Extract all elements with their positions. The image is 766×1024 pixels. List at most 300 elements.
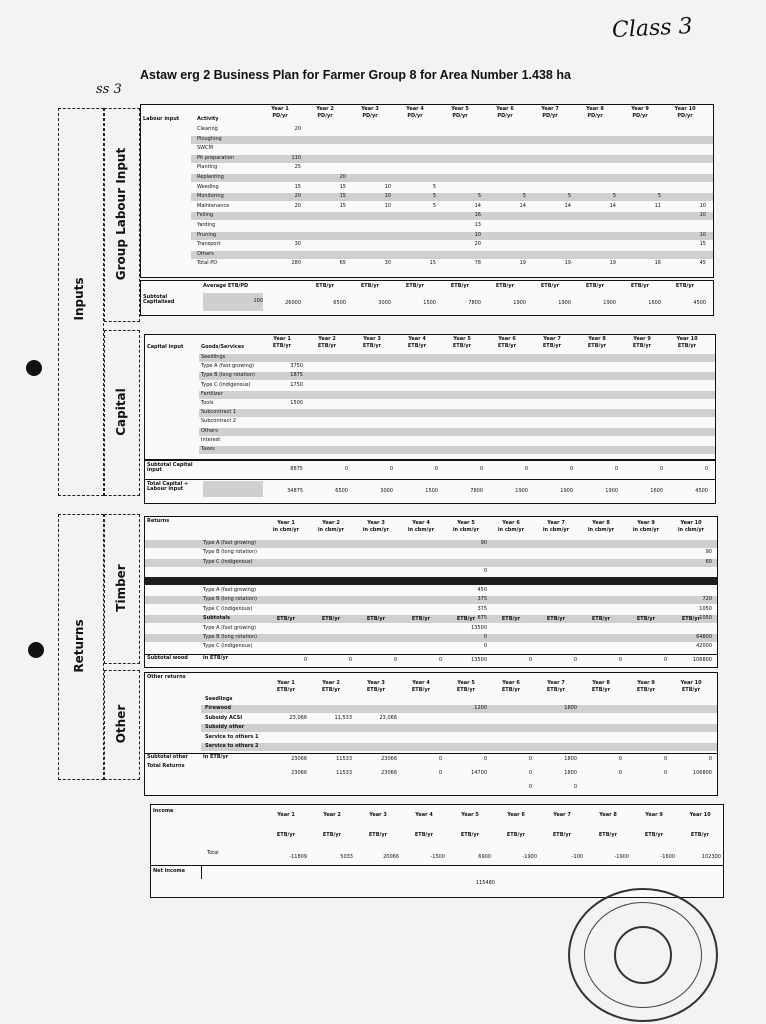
timber-cell: 64800 bbox=[696, 634, 712, 640]
labour-activity-label: Maintenance bbox=[197, 202, 230, 209]
page-fold-line bbox=[0, 0, 139, 31]
labour-year-header: Year 4 bbox=[406, 106, 424, 112]
capital-goods-label: Subcontract 1 bbox=[201, 409, 237, 416]
labour-cell: 65 bbox=[339, 260, 346, 267]
labour-cell: 5 bbox=[657, 193, 661, 200]
labour-subtotal-cell: 1600 bbox=[648, 300, 661, 306]
timber-subtotal-label: Subtotal wood bbox=[147, 655, 188, 661]
labour-cell: 15 bbox=[294, 183, 301, 190]
income-year-header: Year 8 bbox=[599, 812, 617, 818]
capital-year-header: Year 2 bbox=[318, 336, 336, 342]
punch-hole-top bbox=[26, 360, 42, 376]
other-year-header: Year 8 bbox=[592, 680, 610, 686]
other-subtotal-cell: 23066 bbox=[381, 756, 397, 762]
timber-unit-header: in cbm/yr bbox=[632, 527, 660, 533]
timber-unit-header: in cbm/yr bbox=[317, 527, 345, 533]
labour-cell: 5 bbox=[612, 193, 616, 200]
net-income-value: 115480 bbox=[475, 880, 495, 886]
labour-section-label: Labour input bbox=[143, 116, 180, 122]
other-subtotal-cell: 0 bbox=[438, 756, 442, 762]
labour-activity-label: Ploughing bbox=[197, 135, 222, 142]
other-subtotal-cell: 0 bbox=[528, 756, 532, 762]
capital-unit-header: ETB/yr bbox=[677, 343, 697, 349]
labour-cell: 20 bbox=[294, 193, 301, 200]
timber-cell: 450 bbox=[477, 587, 487, 593]
timber-cell: 42000 bbox=[696, 643, 712, 650]
timber-etb-unit: ETB/yr bbox=[366, 616, 386, 622]
capital-section-label: Capital input bbox=[147, 344, 184, 350]
timber-subtotal-cell: 0 bbox=[303, 657, 307, 663]
capital-total-cell: 6500 bbox=[335, 488, 348, 494]
labour-subtotal-cell: 4500 bbox=[693, 300, 706, 306]
timber-cell: 375 bbox=[477, 605, 487, 612]
capital-total-cell: 1900 bbox=[605, 488, 618, 494]
labour-cell: 5 bbox=[522, 193, 526, 200]
capital-unit-header: ETB/yr bbox=[317, 343, 337, 349]
capital-subtotal-cell: 0 bbox=[524, 466, 528, 472]
labour-cell: 10 bbox=[474, 231, 481, 238]
labour-year-header: Year 1 bbox=[271, 106, 289, 112]
timber-row-label: Type B (long rotation) bbox=[203, 596, 257, 603]
other-label: Other bbox=[114, 704, 128, 744]
labour-cell: 19 bbox=[519, 260, 526, 267]
timber-unit-header: in cbm/yr bbox=[362, 527, 390, 533]
capital-goods-label: Type B (long rotation) bbox=[201, 372, 255, 379]
timber-label: Timber bbox=[114, 564, 128, 612]
capital-year-header: Year 1 bbox=[273, 336, 291, 342]
capital-unit-header: ETB/yr bbox=[632, 343, 652, 349]
capital-year-header: Year 4 bbox=[408, 336, 426, 342]
labour-unit-header: PD/yr bbox=[632, 113, 648, 119]
timber-row-label: Type C (indigenous) bbox=[203, 643, 253, 650]
capital-unit-header: ETB/yr bbox=[362, 343, 382, 349]
income-year-header: Year 5 bbox=[461, 812, 479, 818]
timber-unit-header: in cbm/yr bbox=[497, 527, 525, 533]
other-row-label: Service to others 1 bbox=[205, 733, 259, 740]
other-total-cell: 106800 bbox=[692, 770, 712, 776]
other-unit-header: ETB/yr bbox=[411, 687, 431, 693]
handwritten-class-note: Class 3 bbox=[611, 13, 694, 44]
labour-cell: 15 bbox=[429, 260, 436, 267]
other-year-header: Year 3 bbox=[367, 680, 385, 686]
other-year-header: Year 1 bbox=[277, 680, 295, 686]
other-year-header: Year 7 bbox=[547, 680, 565, 686]
labour-activity-label: Weeding bbox=[197, 183, 219, 190]
handwritten-corner-mark: ss 3 bbox=[96, 82, 122, 97]
other-unit-header: ETB/yr bbox=[501, 687, 521, 693]
income-total-cell: 20066 bbox=[383, 854, 399, 860]
other-subtotal-cell: 1800 bbox=[564, 756, 577, 762]
labour-unit-header: PD/yr bbox=[677, 113, 693, 119]
timber-cell: 875 bbox=[477, 615, 487, 622]
other-cell: 1200 bbox=[474, 705, 487, 712]
other-row-label: Seedlings bbox=[205, 696, 233, 702]
labour-subtotal-table bbox=[140, 280, 714, 316]
timber-row-label: Type C (indigenous) bbox=[203, 605, 253, 612]
other-year-header: Year 6 bbox=[502, 680, 520, 686]
returns-label: Returns bbox=[72, 619, 86, 673]
income-divider bbox=[151, 865, 723, 866]
capital-total-cell: 1600 bbox=[650, 488, 663, 494]
capital-subtotal-cell: 0 bbox=[614, 466, 618, 472]
other-section-label: Other returns bbox=[147, 674, 186, 680]
other-year-header: Year 5 bbox=[457, 680, 475, 686]
timber-subtotal-cell: 0 bbox=[348, 657, 352, 663]
other-row-shade bbox=[201, 743, 717, 751]
other-total-cell: 11533 bbox=[336, 770, 352, 776]
capital-goods-label: Type C (indigenous) bbox=[201, 381, 251, 388]
labour-cell: 280 bbox=[291, 260, 301, 267]
capital-subtotal-cell: 0 bbox=[434, 466, 438, 472]
other-unit-header: ETB/yr bbox=[366, 687, 386, 693]
average-etb-label: Average ETB/PD bbox=[203, 283, 249, 289]
capital-total-cell: 1500 bbox=[425, 488, 438, 494]
capital-year-header: Year 6 bbox=[498, 336, 516, 342]
other-subtotal-cell: 23066 bbox=[291, 756, 307, 762]
capital-subtotal-table bbox=[144, 460, 716, 504]
labour-cell: 13 bbox=[474, 222, 481, 228]
capital-unit-header: ETB/yr bbox=[272, 343, 292, 349]
other-year-header: Year 9 bbox=[637, 680, 655, 686]
capital-year-header: Year 7 bbox=[543, 336, 561, 342]
capital-total-label: Total Capital + Labour input bbox=[147, 481, 189, 492]
labour-etb-unit: ETB/yr bbox=[540, 283, 560, 289]
timber-subtotal-cell: 0 bbox=[618, 657, 622, 663]
labour-subtotal-cell: 1900 bbox=[603, 300, 616, 306]
labour-etb-unit: ETB/yr bbox=[315, 283, 335, 289]
capital-cell: 1875 bbox=[290, 372, 303, 379]
timber-cell: 0 bbox=[483, 568, 487, 575]
timber-returns-table bbox=[144, 516, 718, 668]
income-table bbox=[150, 804, 724, 898]
capital-goods-label: Tools bbox=[201, 400, 214, 406]
goods-column-header: Goods/Services bbox=[201, 344, 245, 350]
capital-unit-header: ETB/yr bbox=[587, 343, 607, 349]
timber-etb-unit: ETB/yr bbox=[546, 616, 566, 622]
labour-cell: 20 bbox=[294, 126, 301, 132]
capital-subtotal-cell: 0 bbox=[344, 466, 348, 472]
timber-etb-unit: ETB/yr bbox=[636, 616, 656, 622]
labour-cell: 11 bbox=[654, 202, 661, 209]
other-unit-header: ETB/yr bbox=[681, 687, 701, 693]
other-unit-header: ETB/yr bbox=[321, 687, 341, 693]
labour-etb-unit: ETB/yr bbox=[495, 283, 515, 289]
average-etb-value: 100 bbox=[253, 298, 263, 304]
capital-row-shade bbox=[199, 428, 715, 436]
timber-etb-unit: ETB/yr bbox=[681, 616, 701, 622]
income-unit-header: ETB/yr bbox=[552, 832, 572, 838]
income-year-header: Year 6 bbox=[507, 812, 525, 818]
labour-unit-header: PD/yr bbox=[272, 113, 288, 119]
timber-subtotal-cell: 0 bbox=[438, 657, 442, 663]
capital-goods-label: Others bbox=[201, 427, 218, 434]
other-row-shade bbox=[201, 724, 717, 732]
income-unit-header: ETB/yr bbox=[460, 832, 480, 838]
timber-row-label: Type A (fast growing) bbox=[203, 624, 256, 631]
capital-input-table bbox=[144, 334, 716, 460]
labour-year-header: Year 6 bbox=[496, 106, 514, 112]
labour-cell: 5 bbox=[567, 193, 571, 200]
labour-cell: 14 bbox=[609, 202, 616, 209]
other-total-cell: 0 bbox=[663, 770, 667, 776]
labour-etb-unit: ETB/yr bbox=[675, 283, 695, 289]
timber-subtotal-unit: in ETB/yr bbox=[203, 655, 229, 661]
labour-activity-label: SWCM bbox=[197, 145, 213, 152]
labour-cell: 14 bbox=[519, 202, 526, 209]
income-unit-header: ETB/yr bbox=[322, 832, 342, 838]
other-unit-header: ETB/yr bbox=[636, 687, 656, 693]
capital-goods-label: Interest bbox=[201, 436, 221, 443]
capital-subtotal-cell: 0 bbox=[389, 466, 393, 472]
other-row-label: Subsidy ACSI bbox=[205, 714, 243, 721]
capital-subtotal-cell: 0 bbox=[659, 466, 663, 472]
returns-group bbox=[58, 514, 104, 780]
labour-cell: 19 bbox=[609, 260, 616, 267]
timber-cell: 0 bbox=[483, 634, 487, 640]
labour-cell: 16 bbox=[654, 260, 661, 267]
labour-activity-label: Monitoring bbox=[197, 193, 224, 200]
income-year-header: Year 7 bbox=[553, 812, 571, 818]
labour-cell: 10 bbox=[699, 231, 706, 238]
timber-subtotal-cell: 13500 bbox=[471, 657, 487, 663]
timber-etb-unit: ETB/yr bbox=[501, 616, 521, 622]
labour-cell: 19 bbox=[564, 260, 571, 267]
group-labour-label: Group Labour Input bbox=[114, 147, 128, 281]
capital-total-cell: 34875 bbox=[287, 488, 303, 494]
labour-unit-header: PD/yr bbox=[407, 113, 423, 119]
timber-cell: 60 bbox=[705, 558, 712, 565]
capital-label: Capital bbox=[114, 388, 128, 436]
labour-subtotal-cell: 6500 bbox=[333, 300, 346, 306]
labour-activity-label: Pit preparation bbox=[197, 154, 234, 161]
other-subtotal-label: Subtotal other bbox=[147, 754, 189, 760]
timber-row-label: Type A (fast growing) bbox=[203, 540, 256, 546]
other-divider bbox=[145, 753, 717, 754]
labour-unit-header: PD/yr bbox=[497, 113, 513, 119]
other-unit-header: ETB/yr bbox=[276, 687, 296, 693]
labour-activity-label: Others bbox=[197, 250, 214, 257]
other-total-cell: 0 bbox=[528, 770, 532, 776]
timber-etb-unit: ETB/yr bbox=[321, 616, 341, 622]
other-total-cell: 0 bbox=[618, 770, 622, 776]
labour-cell: 10 bbox=[699, 212, 706, 219]
labour-subtotal-cell: 1500 bbox=[423, 300, 436, 306]
timber-year-header: Year 9 bbox=[637, 520, 655, 526]
labour-subtotal-label: Subtotal Capitalised bbox=[143, 294, 175, 305]
capital-group bbox=[104, 330, 140, 496]
labour-activity-label: Felling bbox=[197, 212, 214, 219]
group-labour-group bbox=[104, 108, 140, 322]
other-total-cell: 1800 bbox=[564, 770, 577, 776]
income-total-cell: 6900 bbox=[478, 854, 491, 860]
labour-activity-label: Replanting bbox=[197, 174, 224, 180]
timber-cell: 13500 bbox=[471, 624, 487, 631]
capital-subtotal-cell: 0 bbox=[479, 466, 483, 472]
labour-cell: 5 bbox=[432, 183, 436, 190]
capital-goods-label: Type A (fast growing) bbox=[201, 363, 254, 370]
labour-cell: 10 bbox=[699, 202, 706, 209]
other-total-label: Total Returns bbox=[147, 763, 185, 769]
timber-year-header: Year 2 bbox=[322, 520, 340, 526]
income-total-cell: 5033 bbox=[340, 854, 353, 860]
capital-total-cell: 1900 bbox=[515, 488, 528, 494]
other-subtotal-unit: in ETB/yr bbox=[203, 754, 229, 760]
capital-goods-label: Taxes bbox=[201, 446, 215, 452]
timber-row-label: Type A (fast growing) bbox=[203, 587, 256, 593]
labour-cell: 14 bbox=[564, 202, 571, 209]
timber-etb-unit: ETB/yr bbox=[456, 616, 476, 622]
other-cell: 1800 bbox=[564, 705, 577, 712]
other-subtotal-cell: 0 bbox=[663, 756, 667, 762]
timber-cell: 375 bbox=[477, 596, 487, 603]
capital-total-cell: 3000 bbox=[380, 488, 393, 494]
capital-year-header: Year 10 bbox=[676, 336, 698, 342]
labour-etb-unit: ETB/yr bbox=[450, 283, 470, 289]
labour-subtotal-cell: 7800 bbox=[468, 300, 481, 306]
other-cell: 23,066 bbox=[289, 714, 307, 721]
timber-year-header: Year 4 bbox=[412, 520, 430, 526]
capital-subtotal-label: Subtotal Capital input bbox=[147, 462, 193, 473]
capital-row-shade bbox=[199, 354, 715, 362]
income-total-cell: -11809 bbox=[289, 854, 307, 860]
other-total-cell: 0 bbox=[438, 770, 442, 776]
labour-activity-label: Planting bbox=[197, 164, 218, 171]
income-unit-header: ETB/yr bbox=[644, 832, 664, 838]
labour-cell: 78 bbox=[474, 260, 481, 267]
labour-year-header: Year 10 bbox=[674, 106, 696, 112]
other-cell: 23,066 bbox=[379, 714, 397, 721]
timber-row-label: Type C (indigenous) bbox=[203, 558, 253, 565]
timber-subtotal-cell: 0 bbox=[528, 657, 532, 663]
income-unit-header: ETB/yr bbox=[598, 832, 618, 838]
timber-unit-header: in cbm/yr bbox=[452, 527, 480, 533]
income-year-header: Year 9 bbox=[645, 812, 663, 818]
labour-cell: 10 bbox=[384, 202, 391, 209]
labour-etb-unit: ETB/yr bbox=[585, 283, 605, 289]
other-unit-header: ETB/yr bbox=[546, 687, 566, 693]
labour-row-shade bbox=[191, 174, 713, 182]
timber-row-label: Type B (long rotation) bbox=[203, 634, 257, 640]
labour-unit-header: PD/yr bbox=[542, 113, 558, 119]
income-year-header: Year 1 bbox=[277, 812, 295, 818]
timber-unit-header: in cbm/yr bbox=[587, 527, 615, 533]
capital-row-shade bbox=[199, 409, 715, 417]
other-unit-header: ETB/yr bbox=[591, 687, 611, 693]
capital-total-cell: 4500 bbox=[695, 488, 708, 494]
labour-cell: 5 bbox=[432, 193, 436, 200]
timber-subtotal-cell: 0 bbox=[573, 657, 577, 663]
other-group bbox=[104, 670, 140, 780]
timber-cell: 1050 bbox=[699, 615, 712, 622]
labour-etb-unit: ETB/yr bbox=[360, 283, 380, 289]
other-extra-cell: 0 bbox=[528, 784, 532, 790]
capital-unit-header: ETB/yr bbox=[497, 343, 517, 349]
timber-cell: 90 bbox=[480, 540, 487, 546]
labour-cell: 30 bbox=[294, 241, 301, 248]
other-extra-cell: 0 bbox=[573, 784, 577, 790]
other-subtotal-cell: 0 bbox=[618, 756, 622, 762]
other-total-cell: 14700 bbox=[471, 770, 487, 776]
income-unit-header: ETB/yr bbox=[690, 832, 710, 838]
labour-input-table bbox=[140, 104, 714, 278]
labour-cell: 16 bbox=[474, 212, 481, 219]
capital-year-header: Year 5 bbox=[453, 336, 471, 342]
timber-cell: 90 bbox=[705, 549, 712, 556]
capital-goods-label: Seedlings bbox=[201, 354, 226, 360]
timber-year-header: Year 8 bbox=[592, 520, 610, 526]
labour-unit-header: PD/yr bbox=[362, 113, 378, 119]
capital-goods-label: Subcontract 2 bbox=[201, 418, 237, 425]
timber-year-header: Year 5 bbox=[457, 520, 475, 526]
timber-row-label: Type B (long rotation) bbox=[203, 549, 257, 556]
income-total-cell: -1900 bbox=[614, 854, 629, 860]
labour-cell: 15 bbox=[699, 241, 706, 248]
other-subtotal-cell: 0 bbox=[708, 756, 712, 762]
other-total-cell: 23066 bbox=[291, 770, 307, 776]
income-year-header: Year 2 bbox=[323, 812, 341, 818]
timber-etb-unit: ETB/yr bbox=[276, 616, 296, 622]
labour-row-shade bbox=[191, 136, 713, 144]
capital-subtotal-cell: 0 bbox=[704, 466, 708, 472]
capital-row-shade bbox=[199, 391, 715, 399]
capital-goods-label: Fertilizer bbox=[201, 390, 223, 397]
other-returns-table bbox=[144, 672, 718, 796]
other-subtotal-cell: 11533 bbox=[336, 756, 352, 762]
activity-column-header: Activity bbox=[197, 116, 219, 122]
capital-unit-header: ETB/yr bbox=[542, 343, 562, 349]
labour-cell: 110 bbox=[291, 154, 301, 161]
capital-total-cell: 7800 bbox=[470, 488, 483, 494]
capital-year-header: Year 9 bbox=[633, 336, 651, 342]
other-row-label: Firewood bbox=[205, 705, 232, 712]
capital-year-header: Year 3 bbox=[363, 336, 381, 342]
capital-total-shade bbox=[203, 481, 263, 497]
labour-year-header: Year 8 bbox=[586, 106, 604, 112]
timber-year-header: Year 6 bbox=[502, 520, 520, 526]
inputs-group bbox=[58, 108, 104, 496]
labour-cell: 14 bbox=[474, 202, 481, 209]
timber-section-label: Returns bbox=[147, 518, 170, 524]
labour-cell: 5 bbox=[432, 202, 436, 209]
income-total-cell: -100 bbox=[571, 854, 583, 860]
labour-cell: 20 bbox=[474, 241, 481, 248]
other-year-header: Year 10 bbox=[680, 680, 702, 686]
timber-year-header: Year 10 bbox=[680, 520, 702, 526]
labour-unit-header: PD/yr bbox=[587, 113, 603, 119]
income-unit-header: ETB/yr bbox=[414, 832, 434, 838]
capital-divider bbox=[145, 479, 715, 480]
labour-etb-unit: ETB/yr bbox=[630, 283, 650, 289]
labour-activity-label: Yarding bbox=[197, 222, 216, 228]
net-income-label: Net income bbox=[153, 868, 185, 874]
timber-subtotal-cell: 0 bbox=[663, 657, 667, 663]
labour-cell: 20 bbox=[339, 174, 346, 180]
timber-cell: 0 bbox=[483, 643, 487, 650]
inputs-label: Inputs bbox=[72, 277, 86, 321]
timber-subtotal-cell: 106800 bbox=[692, 657, 712, 663]
punch-hole-bottom bbox=[28, 642, 44, 658]
income-year-header: Year 3 bbox=[369, 812, 387, 818]
timber-subtotal-cell: 0 bbox=[393, 657, 397, 663]
labour-cell: 25 bbox=[294, 164, 301, 171]
labour-activity-label: Pruning bbox=[197, 231, 217, 238]
timber-row-label: Subtotals bbox=[203, 615, 231, 622]
page-title: Astaw erg 2 Business Plan for Farmer Group 8 for Area Number 1.438 ha bbox=[140, 68, 571, 82]
other-row-label: Service to others 2 bbox=[205, 743, 259, 749]
timber-etb-unit: ETB/yr bbox=[591, 616, 611, 622]
timber-divider bbox=[145, 654, 717, 655]
net-income-sep bbox=[201, 865, 202, 879]
